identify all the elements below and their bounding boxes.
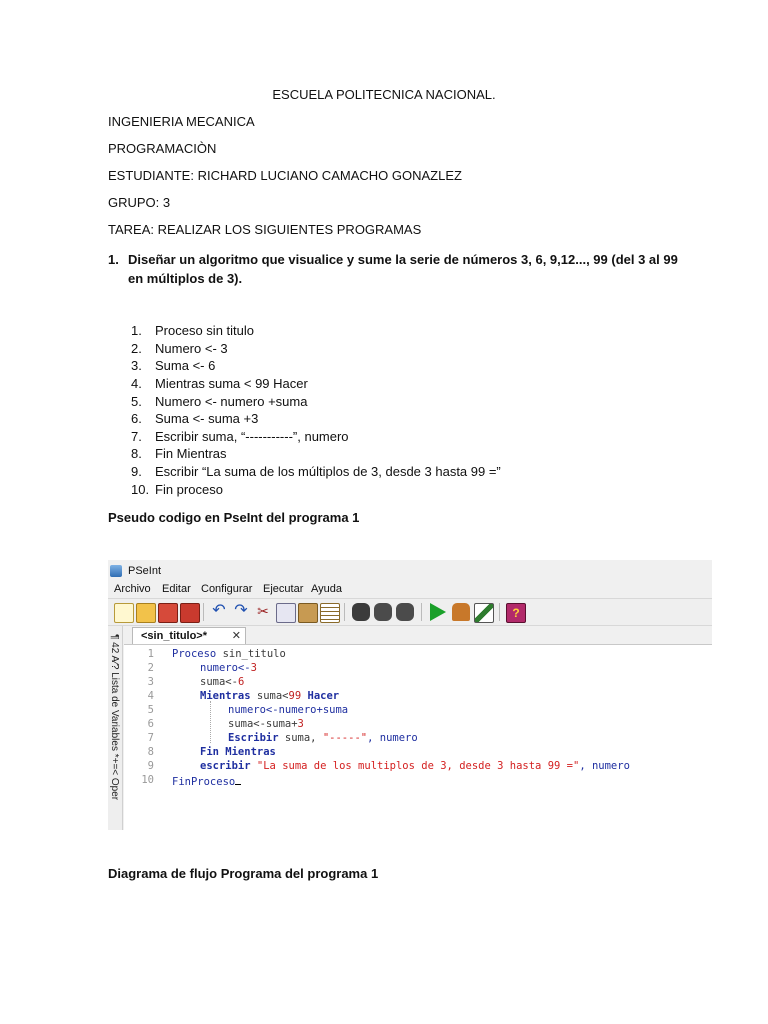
list-item: 8. Fin Mientras xyxy=(131,446,227,461)
menu-archivo[interactable]: Archivo xyxy=(114,583,151,595)
pseint-side-panel xyxy=(108,626,123,830)
line-number: 8 xyxy=(147,746,154,758)
code-line: 1 Proceso sin_titulo xyxy=(124,648,712,662)
group-line: GRUPO: 3 xyxy=(108,195,171,210)
line-number: 5 xyxy=(147,704,154,716)
redo-icon[interactable]: ↷ xyxy=(234,602,248,619)
pseint-app-title: PSeInt xyxy=(128,565,162,577)
code-editor[interactable] xyxy=(124,644,712,830)
list-item: 6. Suma <- suma +3 xyxy=(131,411,259,426)
toolbar-separator xyxy=(203,603,204,621)
menu-configurar[interactable]: Configurar xyxy=(201,583,253,595)
line-number: 6 xyxy=(147,718,154,730)
line-number: 4 xyxy=(147,690,154,702)
question-number: 1. xyxy=(108,252,119,267)
line-number: 2 xyxy=(147,662,154,674)
find-next-icon[interactable] xyxy=(396,603,414,621)
code-line: 5 numero<-numero+suma xyxy=(124,704,712,718)
flowchart-icon[interactable] xyxy=(474,603,494,623)
tab-sin-titulo[interactable] xyxy=(132,627,246,644)
undo-icon[interactable]: ↶ xyxy=(212,602,226,619)
code-line: 6 suma<-suma+3 xyxy=(124,718,712,732)
code-line: 9 escribir "La suma de los multiplos de 3, desde 3 hasta 99 =", numero xyxy=(124,760,712,774)
pseint-screenshot xyxy=(108,560,712,830)
code-line: 8 Fin Mientras xyxy=(124,746,712,760)
copy-icon[interactable] xyxy=(276,603,296,623)
tab-label: <sin_titulo>* xyxy=(141,630,208,642)
line-number: 9 xyxy=(147,760,154,772)
line-number: 7 xyxy=(147,732,154,744)
step-run-icon[interactable] xyxy=(452,603,470,621)
save-icon[interactable] xyxy=(158,603,178,623)
paste-icon[interactable] xyxy=(298,603,318,623)
menu-ayuda[interactable]: Ayuda xyxy=(311,583,342,595)
side-panel-top: ¶ 42 A⁄? xyxy=(109,634,120,670)
toolbar-separator xyxy=(344,603,345,621)
list-item: 7. Escribir suma, “-----------”, numero xyxy=(131,429,349,444)
toolbar-separator xyxy=(421,603,422,621)
menu-editar[interactable]: Editar xyxy=(162,583,191,595)
line-number: 1 xyxy=(147,648,154,660)
new-file-icon[interactable] xyxy=(114,603,134,623)
pseint-app-icon xyxy=(110,565,122,577)
line-number: 10 xyxy=(141,774,154,786)
subject-line: PROGRAMACIÒN xyxy=(108,141,217,156)
toolbar-separator xyxy=(499,603,500,621)
question-line-2: en múltiplos de 3). xyxy=(128,271,243,286)
career-line: INGENIERIA MECANICA xyxy=(108,114,255,129)
pseint-titlebar xyxy=(108,560,712,582)
close-icon[interactable]: ✕ xyxy=(231,630,241,642)
code-line: 7 Escribir suma, "-----", numero xyxy=(124,732,712,746)
cut-icon[interactable]: ✂ xyxy=(257,603,269,619)
line-number: 3 xyxy=(147,676,154,688)
question-line-1: Diseñar un algoritmo que visualice y sume la serie de números 3, 6, 9,12..., 99 (del 3 al 99 xyxy=(128,252,678,267)
side-panel-labels xyxy=(109,634,120,800)
open-folder-icon[interactable] xyxy=(136,603,156,623)
code-line: 3 suma<-6 xyxy=(124,676,712,690)
question-1 xyxy=(108,250,678,288)
code-line: 4 Mientras suma<99 Hacer xyxy=(124,690,712,704)
find-prev-icon[interactable] xyxy=(374,603,392,621)
list-item: 3. Suma <- 6 xyxy=(131,358,216,373)
list-item: 10. Fin proceso xyxy=(131,482,223,497)
code-line: 2 numero<-3 xyxy=(124,662,712,676)
pseint-menubar xyxy=(108,582,712,598)
pseint-toolbar xyxy=(108,598,712,626)
help-icon[interactable]: ? xyxy=(506,603,526,623)
find-icon[interactable] xyxy=(352,603,370,621)
task-line: TAREA: REALIZAR LOS SIGUIENTES PROGRAMAS xyxy=(108,222,422,237)
list-item: 1. Proceso sin titulo xyxy=(131,323,254,338)
list-item: 2. Numero <- 3 xyxy=(131,341,228,356)
variables-list-label[interactable]: Lista de Variables xyxy=(109,672,120,751)
school-title: ESCUELA POLITECNICA NACIONAL. xyxy=(272,87,496,102)
text-cursor xyxy=(235,774,241,785)
menu-ejecutar[interactable]: Ejecutar xyxy=(263,583,304,595)
list-item: 4. Mientras suma < 99 Hacer xyxy=(131,376,308,391)
code-line: 10 FinProceso xyxy=(124,774,712,788)
list-item: 5. Numero <- numero +suma xyxy=(131,394,308,409)
list-item: 9. Escribir “La suma de los múltiplos de 3, desde 3 hasta 99 =” xyxy=(131,464,501,479)
flow-section-title: Diagrama de flujo Programa del programa 1 xyxy=(108,866,379,881)
student-line: ESTUDIANTE: RICHARD LUCIANO CAMACHO GONAZLEZ xyxy=(108,168,462,183)
pseint-tabbar xyxy=(124,626,712,644)
pseudo-section-title: Pseudo codigo en PseInt del programa 1 xyxy=(108,510,360,525)
save-as-icon[interactable] xyxy=(180,603,200,623)
side-panel-operators[interactable]: *+=< Oper xyxy=(109,753,120,801)
indent-icon[interactable] xyxy=(320,603,340,623)
run-icon[interactable] xyxy=(430,603,446,621)
